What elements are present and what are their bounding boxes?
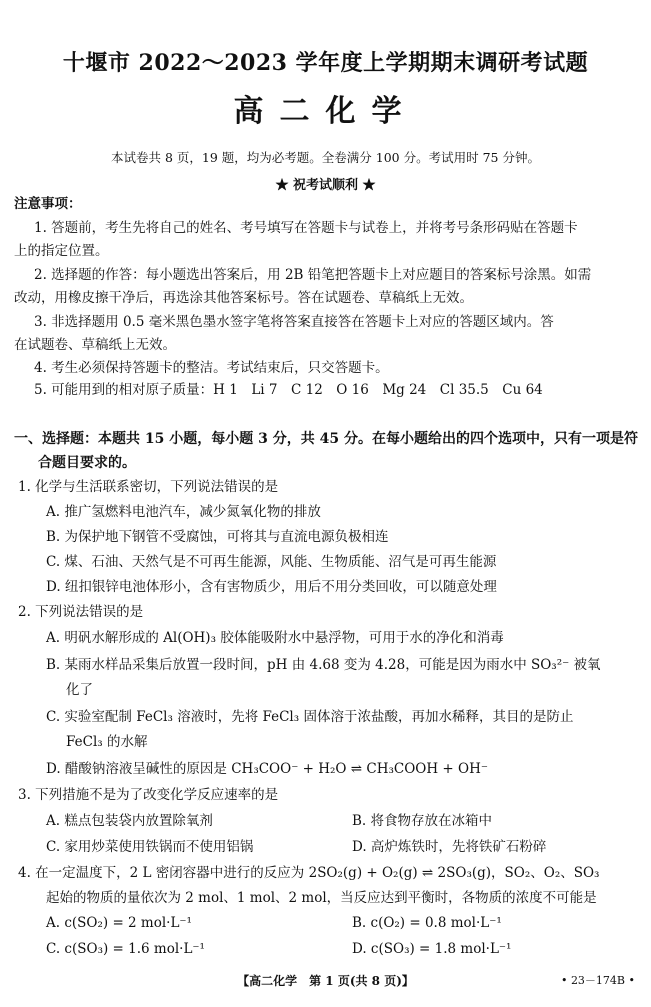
note-line: 1. 答题前，考生先将自己的姓名、考号填写在答题卡与试卷上，并将考号条形码贴在答题卡 — [34, 220, 578, 236]
question-2-stem: 2. 下列说法错误的是 — [18, 604, 144, 620]
q2-option-d: D. 醋酸钠溶液呈碱性的原因是 CH₃COO⁻ + H₂O ⇌ CH₃COOH + OH⁻ — [46, 761, 488, 777]
q1-option-b: B. 为保护地下钢管不受腐蚀，可将其与直流电源负极相连 — [46, 529, 389, 545]
note-line: 2. 选择题的作答：每小题选出答案后，用 2B 铅笔把答题卡上对应题目的答案标号涂黑。如需 — [34, 267, 592, 283]
q1-option-c: C. 煤、石油、天然气是不可再生能源，风能、生物质能、沼气是可再生能源 — [46, 554, 497, 570]
q4-option-c: C. c(SO₃) = 1.6 mol·L⁻¹ — [46, 941, 205, 957]
subject-title: 高二化学 — [233, 94, 418, 129]
note-line: 4. 考生必须保持答题卡的整洁。考试结束后，只交答题卡。 — [34, 360, 389, 376]
q2-option-c-cont: FeCl₃ 的水解 — [66, 734, 148, 750]
note-line: 5. 可能用到的相对原子质量：H 1 Li 7 C 12 O 16 Mg 24 Cl 35.5 Cu 64 — [34, 382, 543, 398]
q3-option-d: D. 高炉炼铁时，先将铁矿石粉碎 — [352, 839, 547, 855]
q3-option-c: C. 家用炒菜使用铁锅而不使用铝锅 — [46, 839, 254, 855]
notes-heading: 注意事项： — [14, 196, 82, 212]
exam-info: 本试卷共 8 页，19 题，均为必考题。全卷满分 100 分。考试用时 75 分钟。 — [111, 150, 540, 165]
question-4-stem-cont: 起始的物质的量依次为 2 mol、1 mol、2 mol，当反应达到平衡时，各物质的浓度不可能是 — [46, 890, 597, 906]
exam-code: • 23－174B • — [560, 974, 635, 987]
q4-option-d: D. c(SO₃) = 1.8 mol·L⁻¹ — [352, 941, 512, 957]
q1-option-d: D. 纽扣银锌电池体形小，含有害物质少，用后不用分类回收，可以随意处理 — [46, 579, 497, 595]
note-line: 改动，用橡皮擦干净后，再选涂其他答案标号。答在试题卷、草稿纸上无效。 — [14, 290, 473, 306]
section-heading: 一、选择题：本题共 15 小题，每小题 3 分，共 45 分。在每小题给出的四个选项中，只有一项是符 — [14, 431, 638, 447]
exam-title: 十堰市 2022～2023 学年度上学期期末调研考试题 — [62, 50, 589, 76]
page-footer: 【高二化学 第 1 页(共 8 页)】 — [237, 974, 414, 988]
note-line: 在试题卷、草稿纸上无效。 — [14, 337, 176, 353]
note-line: 上的指定位置。 — [14, 243, 109, 259]
question-3-stem: 3. 下列措施不是为了改变化学反应速率的是 — [18, 787, 279, 803]
q2-option-b-cont: 化了 — [66, 682, 93, 698]
question-1-stem: 1. 化学与生活联系密切，下列说法错误的是 — [18, 479, 279, 495]
q4-option-b: B. c(O₂) = 0.8 mol·L⁻¹ — [352, 915, 502, 931]
good-luck-banner: ★ 祝考试顺利 ★ — [275, 178, 376, 193]
question-4-stem: 4. 在一定温度下，2 L 密闭容器中进行的反应为 2SO₂(g) + O₂(g) ⇌ 2SO₃(g)，SO₂、O₂、SO₃ — [18, 865, 600, 881]
section-heading-cont: 合题目要求的。 — [38, 455, 136, 471]
q3-option-b: B. 将食物存放在冰箱中 — [352, 813, 493, 829]
q2-option-b: B. 某雨水样品采集后放置一段时间，pH 由 4.68 变为 4.28，可能是因为雨水中 SO₃²⁻ 被氧 — [46, 657, 601, 673]
q4-option-a: A. c(SO₂) = 2 mol·L⁻¹ — [46, 915, 192, 931]
note-line: 3. 非选择题用 0.5 毫米黑色墨水签字笔将答案直接答在答题卡上对应的答题区域内。答 — [34, 314, 554, 330]
q3-option-a: A. 糕点包装袋内放置除氧剂 — [46, 813, 213, 829]
q2-option-a: A. 明矾水解形成的 Al(OH)₃ 胶体能吸附水中悬浮物，可用于水的净化和消毒 — [46, 630, 504, 646]
q2-option-c: C. 实验室配制 FeCl₃ 溶液时，先将 FeCl₃ 固体溶于浓盐酸，再加水稀释，其目的是防止 — [46, 709, 574, 725]
q1-option-a: A. 推广氢燃料电池汽车，减少氮氧化物的排放 — [46, 504, 321, 520]
